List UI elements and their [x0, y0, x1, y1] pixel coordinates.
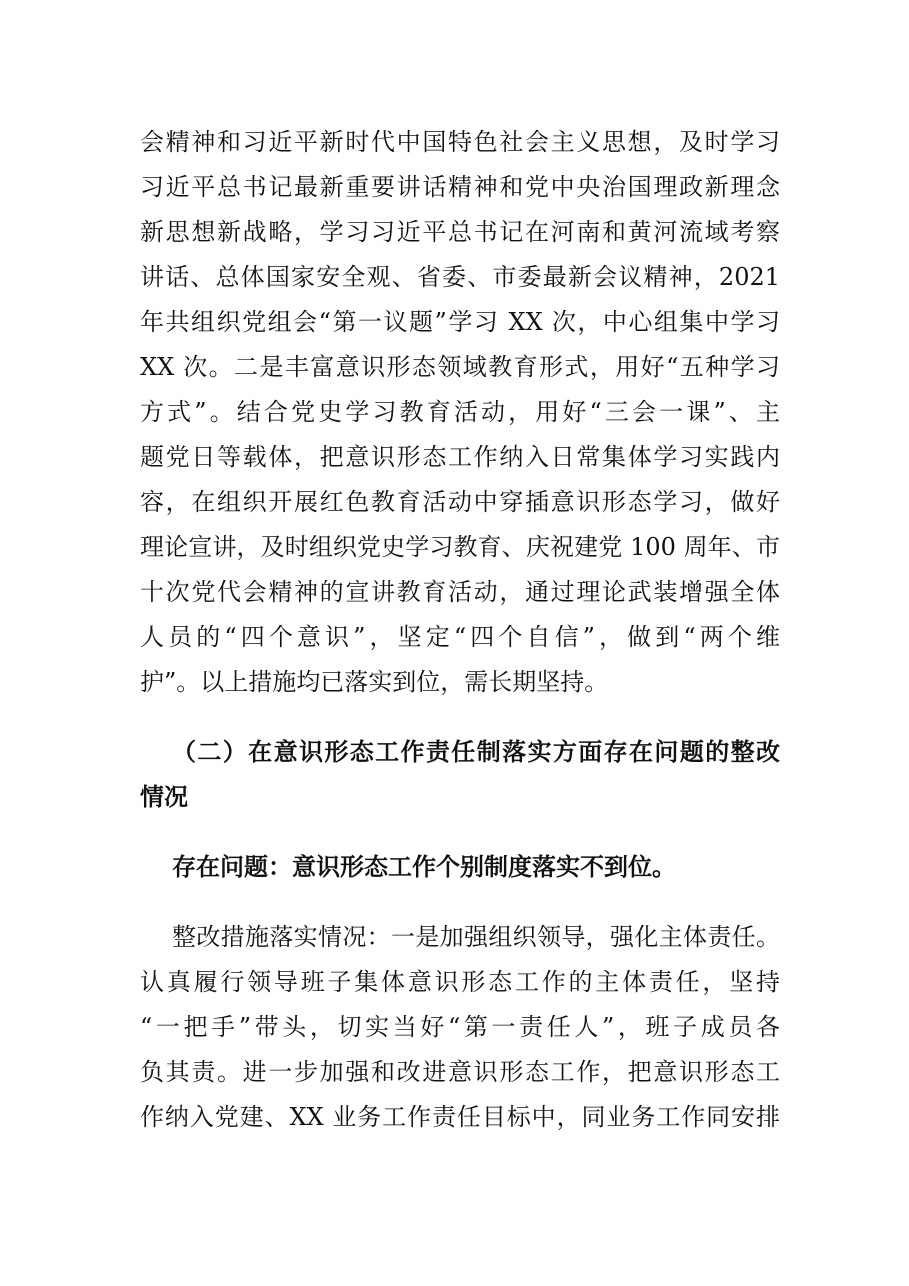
- paragraph-line: XX 次。二是丰富意识形态领域教育形式，用好“五种学习: [140, 353, 780, 381]
- paragraph-line: 负其责。进一步加强和改进意识形态工作，把意识形态工: [140, 1058, 780, 1086]
- paragraph-line: 习近平总书记最新重要讲话精神和党中央治国理政新理念: [140, 173, 780, 201]
- problem-statement: 存在问题：意识形态工作个别制度落实不到位。: [172, 852, 676, 881]
- paragraph-line: 讲话、总体国家安全观、省委、市委最新会议精神，2021: [140, 263, 780, 291]
- paragraph-line: 会精神和习近平新时代中国特色社会主义思想，及时学习: [140, 128, 780, 156]
- paragraph-line: 护”。以上措施均已落实到位，需长期坚持。: [140, 668, 609, 696]
- paragraph-line: 方式”。结合党史学习教育活动，用好“三会一课”、主: [140, 398, 780, 426]
- section-heading-continuation: 情况: [140, 782, 188, 811]
- paragraph-line: 整改措施落实情况：一是加强组织领导，强化主体责任。: [172, 923, 780, 951]
- paragraph-line: 认真履行领导班子集体意识形态工作的主体责任，坚持: [140, 968, 780, 996]
- paragraph-line: 容，在组织开展红色教育活动中穿插意识形态学习，做好: [140, 488, 780, 516]
- paragraph-line: 题党日等载体，把意识形态工作纳入日常集体学习实践内: [140, 443, 780, 471]
- paragraph-line: 人员的“四个意识”，坚定“四个自信”，做到“两个维: [140, 623, 780, 651]
- paragraph-line: 十次党代会精神的宣讲教育活动，通过理论武装增强全体: [140, 578, 780, 606]
- paragraph-line: 作纳入党建、XX 业务工作责任目标中，同业务工作同安排: [140, 1103, 780, 1131]
- paragraph-line: 新思想新战略，学习习近平总书记在河南和黄河流域考察: [140, 218, 780, 246]
- paragraph-line: 年共组织党组会“第一议题”学习 XX 次，中心组集中学习: [140, 308, 780, 336]
- paragraph-line: 理论宣讲，及时组织党史学习教育、庆祝建党 100 周年、市: [140, 533, 780, 561]
- paragraph-line: “一把手”带头，切实当好“第一责任人”，班子成员各: [140, 1013, 780, 1041]
- section-heading: （二）在意识形态工作责任制落实方面存在问题的整改: [172, 737, 780, 766]
